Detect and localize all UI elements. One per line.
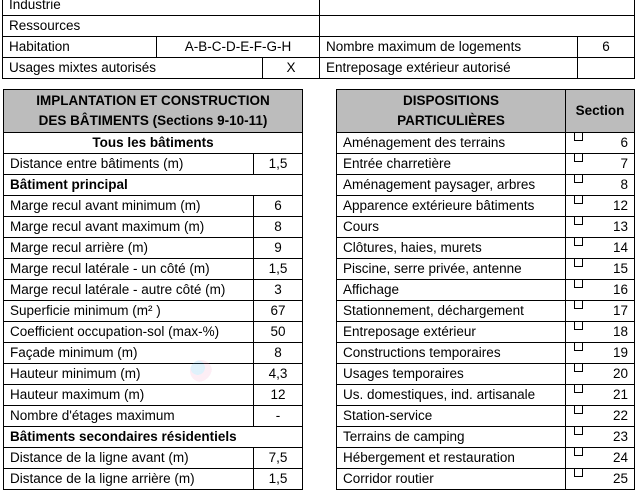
checkbox[interactable]: [574, 175, 583, 184]
row-label: Entreposage extérieur: [337, 322, 566, 343]
header-subtitle-text: DES BÂTIMENTS: [38, 113, 149, 128]
table-row: [4, 301, 303, 322]
setting-label: Nombre maximum de logements: [320, 37, 578, 58]
row-label: Aménagement paysager, arbres: [337, 175, 566, 196]
row-label: Distance de la ligne arrière (m): [4, 469, 254, 490]
row-label: Terrains de camping: [337, 427, 566, 448]
section-number: 25: [612, 471, 628, 486]
setting-label: Entreposage extérieur autorisé: [320, 58, 578, 79]
row-label: Nombre d'étages maximum: [4, 406, 254, 427]
table-row: [337, 427, 635, 448]
section-number: 17: [612, 303, 628, 318]
usage-value: X: [263, 58, 320, 79]
section-main-building: Bâtiment principal: [4, 175, 303, 196]
row-label: Piscine, serre privée, antenne: [337, 259, 566, 280]
row-label: Distance entre bâtiments (m): [4, 154, 254, 175]
section-number: 8: [620, 177, 628, 192]
table-row: [337, 196, 635, 217]
checkbox[interactable]: [574, 448, 583, 457]
row-value: 1,5: [254, 154, 303, 175]
checkbox[interactable]: [574, 280, 583, 289]
row-value: 8: [254, 217, 303, 238]
row-label: Us. domestiques, ind. artisanale: [337, 385, 566, 406]
row-label: Distance de la ligne avant (m): [4, 448, 254, 469]
setting-value: [578, 58, 635, 79]
row-label: Cours: [337, 217, 566, 238]
usage-right-cell: [320, 0, 635, 16]
checkbox[interactable]: [574, 427, 583, 436]
table-row: [337, 280, 635, 301]
section-number: 24: [612, 450, 628, 465]
table-row: [337, 406, 635, 427]
section-number: 22: [612, 408, 628, 423]
row-value: 6: [254, 196, 303, 217]
row-label: Usages temporaires: [337, 364, 566, 385]
row-value: 7,5: [254, 448, 303, 469]
usage-label: Usages mixtes autorisés: [3, 58, 263, 79]
checkbox[interactable]: [574, 469, 583, 478]
zoning-usage-table: [2, 0, 635, 79]
table-row: [337, 343, 635, 364]
row-value: 3: [254, 280, 303, 301]
section-number: 12: [612, 198, 628, 213]
table-row: [3, 0, 635, 16]
row-value: 9: [254, 238, 303, 259]
row-value: 12: [254, 385, 303, 406]
table-row: [337, 322, 635, 343]
row-label: Station-service: [337, 406, 566, 427]
checkbox[interactable]: [574, 133, 583, 142]
row-label: Constructions temporaires: [337, 343, 566, 364]
section-number: 7: [620, 156, 628, 171]
row-label: Marge recul latérale - un côté (m): [4, 259, 254, 280]
table-row: [4, 364, 303, 385]
checkbox[interactable]: [574, 385, 583, 394]
row-value: 1,5: [254, 259, 303, 280]
row-label: Marge recul avant maximum (m): [4, 217, 254, 238]
row-value: 8: [254, 343, 303, 364]
row-label: Corridor routier: [337, 469, 566, 490]
usage-right-cell: [320, 16, 635, 37]
table-row: [337, 364, 635, 385]
table-row: [4, 385, 303, 406]
row-label: Entrée charretière: [337, 154, 566, 175]
section-number: 23: [612, 429, 628, 444]
table-row: [4, 196, 303, 217]
table-row: [4, 343, 303, 364]
section-number: 19: [612, 345, 628, 360]
table-row: [4, 322, 303, 343]
usage-label: Habitation: [3, 37, 157, 58]
table-row: [4, 154, 303, 175]
row-value: 4,3: [254, 364, 303, 385]
checkbox[interactable]: [574, 301, 583, 310]
checkbox[interactable]: [574, 364, 583, 373]
table-row: [4, 406, 303, 427]
table-row: [4, 259, 303, 280]
checkbox[interactable]: [574, 238, 583, 247]
table-row: [4, 217, 303, 238]
table-row: [3, 16, 635, 37]
table-row: [4, 280, 303, 301]
table-row: [337, 259, 635, 280]
section-column-header: Section: [566, 90, 635, 133]
row-label: Stationnement, déchargement: [337, 301, 566, 322]
section-number: 21: [612, 387, 628, 402]
table-row: [337, 133, 635, 154]
section-number: 13: [612, 219, 628, 234]
row-label: Affichage: [337, 280, 566, 301]
checkbox[interactable]: [574, 259, 583, 268]
header-subtitle: [4, 111, 302, 131]
section-number: 15: [612, 261, 628, 276]
row-label: Marge recul arrière (m): [4, 238, 254, 259]
row-label: Marge recul avant minimum (m): [4, 196, 254, 217]
row-label: Marge recul latérale - autre côté (m): [4, 280, 254, 301]
implantation-table: [3, 89, 303, 490]
checkbox[interactable]: [574, 196, 583, 205]
table-row: [337, 448, 635, 469]
header-title: DISPOSITIONS: [402, 93, 500, 108]
checkbox[interactable]: [574, 322, 583, 331]
row-value: 67: [254, 301, 303, 322]
table-row: [4, 469, 303, 490]
row-label: Apparence extérieure bâtiments: [337, 196, 566, 217]
usage-label: Ressources: [3, 16, 320, 37]
setting-value: 6: [578, 37, 635, 58]
row-label: Aménagement des terrains: [337, 133, 566, 154]
row-label: Hauteur minimum (m): [4, 364, 254, 385]
header-subtitle: PARTICULIÈRES: [397, 113, 505, 128]
row-label: Coefficient occupation-sol (max-%): [4, 322, 254, 343]
section-number: 6: [620, 135, 628, 150]
table-row: [337, 175, 635, 196]
checkbox[interactable]: [574, 406, 583, 415]
implantation-header: [4, 90, 303, 133]
table-row: [4, 448, 303, 469]
usage-value: A-B-C-D-E-F-G-H: [157, 37, 320, 58]
watermark-icon: [190, 360, 212, 382]
section-secondary-buildings: Bâtiments secondaires résidentiels: [4, 427, 303, 448]
usage-label: Industrie: [3, 0, 320, 16]
dispositions-header: [337, 90, 566, 133]
table-row: [337, 217, 635, 238]
dispositions-table: [336, 89, 635, 490]
header-title: IMPLANTATION ET CONSTRUCTION: [36, 93, 270, 108]
section-number: 14: [612, 240, 628, 255]
section-number: 16: [612, 282, 628, 297]
row-label: Hébergement et restauration: [337, 448, 566, 469]
table-row: [337, 469, 635, 490]
row-label: Façade minimum (m): [4, 343, 254, 364]
checkbox[interactable]: [574, 343, 583, 352]
row-value: -: [254, 406, 303, 427]
table-row: [337, 301, 635, 322]
row-label: Clôtures, haies, murets: [337, 238, 566, 259]
table-row: [337, 385, 635, 406]
table-row: [4, 238, 303, 259]
checkbox[interactable]: [574, 154, 583, 163]
row-value: 1,5: [254, 469, 303, 490]
checkbox[interactable]: [574, 217, 583, 226]
row-value: 50: [254, 322, 303, 343]
header-sections: (Sections 9-10-11): [152, 113, 268, 128]
table-row: [337, 238, 635, 259]
section-number: 20: [612, 366, 628, 381]
row-label: Hauteur maximum (m): [4, 385, 254, 406]
table-row: [3, 37, 635, 58]
table-row: [3, 58, 635, 79]
section-number: 18: [612, 324, 628, 339]
section-all-buildings: Tous les bâtiments: [4, 133, 303, 154]
row-label: Superficie minimum (m² ): [4, 301, 254, 322]
table-row: [337, 154, 635, 175]
